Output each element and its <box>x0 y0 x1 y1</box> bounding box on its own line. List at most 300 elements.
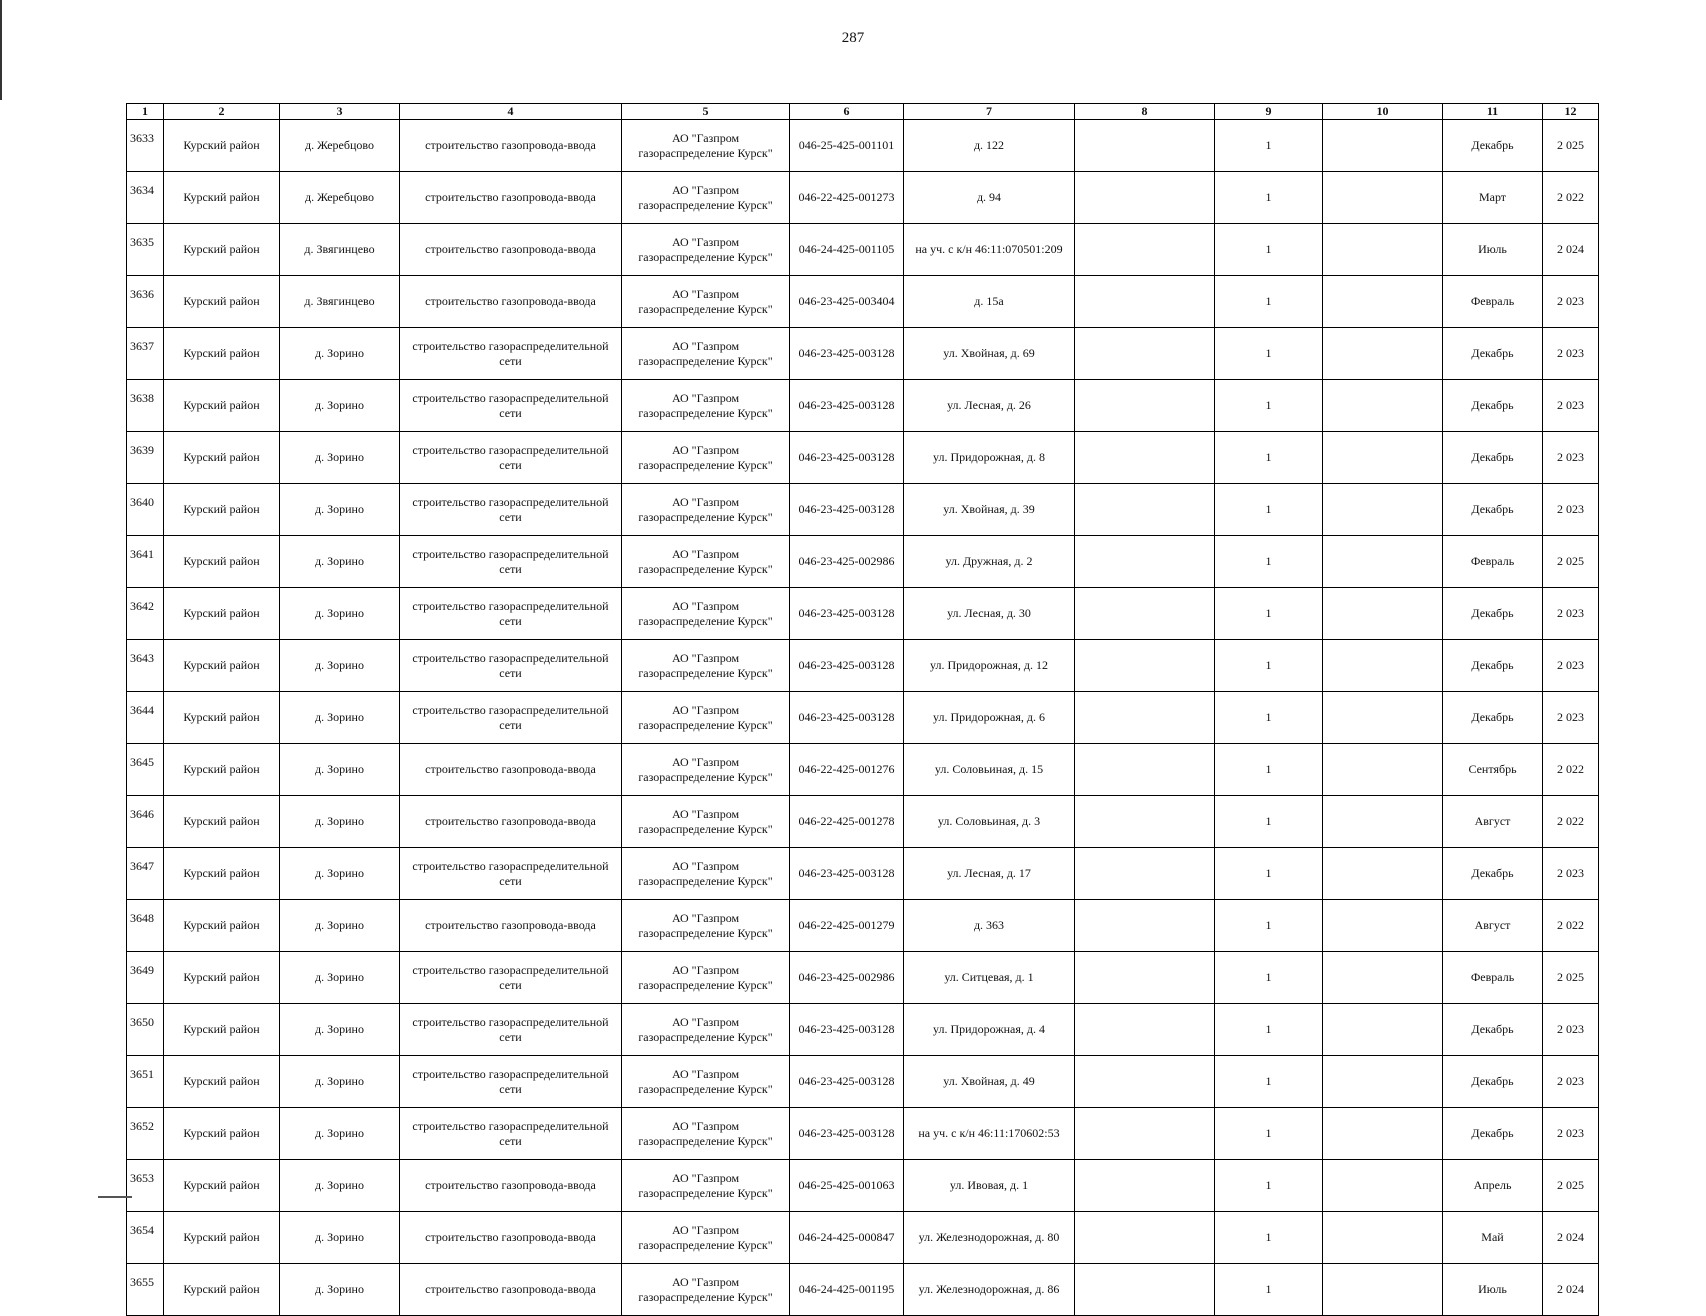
cell-address: ул. Придорожная, д. 12 <box>904 640 1075 692</box>
cell-col-8 <box>1075 796 1215 848</box>
cell-district: Курский район <box>164 796 280 848</box>
cell-settlement: д. Зорино <box>280 588 400 640</box>
cell-row-number: 3634 <box>127 172 164 224</box>
cell-work-type: строительство газораспределительной сети <box>400 328 622 380</box>
cell-col-8 <box>1075 224 1215 276</box>
cell-row-number: 3641 <box>127 536 164 588</box>
cell-work-type: строительство газораспределительной сети <box>400 380 622 432</box>
table-row <box>127 536 1599 588</box>
cell-row-number: 3636 <box>127 276 164 328</box>
cell-col-10 <box>1323 1108 1443 1160</box>
cell-district: Курский район <box>164 900 280 952</box>
cell-work-type: строительство газораспределительной сети <box>400 1108 622 1160</box>
cell-month: Декабрь <box>1443 692 1543 744</box>
cell-year: 2 023 <box>1543 328 1599 380</box>
cell-district: Курский район <box>164 1108 280 1160</box>
cell-settlement: д. Зорино <box>280 796 400 848</box>
cell-work-type: строительство газораспределительной сети <box>400 588 622 640</box>
cell-row-number: 3655 <box>127 1264 164 1316</box>
table-row <box>127 796 1599 848</box>
cell-district: Курский район <box>164 744 280 796</box>
cell-work-type: строительство газопровода-ввода <box>400 900 622 952</box>
cell-row-number: 3646 <box>127 796 164 848</box>
column-header-5: 5 <box>622 104 790 120</box>
cell-work-type: строительство газопровода-ввода <box>400 120 622 172</box>
cell-col-10 <box>1323 1160 1443 1212</box>
cell-year: 2 023 <box>1543 848 1599 900</box>
cell-col-8 <box>1075 536 1215 588</box>
cell-work-type: строительство газопровода-ввода <box>400 796 622 848</box>
cell-address: ул. Хвойная, д. 69 <box>904 328 1075 380</box>
cell-district: Курский район <box>164 536 280 588</box>
cell-address: ул. Придорожная, д. 8 <box>904 432 1075 484</box>
cell-address: ул. Лесная, д. 30 <box>904 588 1075 640</box>
cell-month: Декабрь <box>1443 328 1543 380</box>
cell-settlement: д. Жеребцово <box>280 172 400 224</box>
cell-organization: АО "Газпром газораспределение Курск" <box>622 380 790 432</box>
cell-object-code: 046-24-425-001105 <box>790 224 904 276</box>
cell-address: ул. Ситцевая, д. 1 <box>904 952 1075 1004</box>
cell-settlement: д. Зорино <box>280 640 400 692</box>
cell-col-10 <box>1323 1004 1443 1056</box>
page-number: 287 <box>841 30 865 46</box>
table-row <box>127 1056 1599 1108</box>
cell-quantity: 1 <box>1215 1264 1323 1316</box>
cell-work-type: строительство газораспределительной сети <box>400 1004 622 1056</box>
column-header-1: 1 <box>127 104 164 120</box>
cell-district: Курский район <box>164 1004 280 1056</box>
cell-quantity: 1 <box>1215 484 1323 536</box>
cell-object-code: 046-23-425-003128 <box>790 1056 904 1108</box>
cell-col-10 <box>1323 536 1443 588</box>
column-header-12: 12 <box>1543 104 1599 120</box>
column-header-3: 3 <box>280 104 400 120</box>
cell-address: ул. Хвойная, д. 49 <box>904 1056 1075 1108</box>
cell-month: Декабрь <box>1443 484 1543 536</box>
cell-organization: АО "Газпром газораспределение Курск" <box>622 1264 790 1316</box>
cell-year: 2 023 <box>1543 276 1599 328</box>
cell-quantity: 1 <box>1215 1212 1323 1264</box>
cell-col-8 <box>1075 744 1215 796</box>
cell-work-type: строительство газораспределительной сети <box>400 536 622 588</box>
cell-district: Курский район <box>164 848 280 900</box>
cell-organization: АО "Газпром газораспределение Курск" <box>622 432 790 484</box>
cell-col-8 <box>1075 380 1215 432</box>
cell-object-code: 046-23-425-003128 <box>790 848 904 900</box>
cell-work-type: строительство газораспределительной сети <box>400 640 622 692</box>
cell-col-8 <box>1075 1212 1215 1264</box>
registry-table <box>126 103 1599 1316</box>
cell-col-8 <box>1075 328 1215 380</box>
column-header-9: 9 <box>1215 104 1323 120</box>
cell-organization: АО "Газпром газораспределение Курск" <box>622 224 790 276</box>
cell-row-number: 3644 <box>127 692 164 744</box>
cell-year: 2 023 <box>1543 692 1599 744</box>
cell-month: Апрель <box>1443 1160 1543 1212</box>
cell-year: 2 022 <box>1543 796 1599 848</box>
cell-object-code: 046-25-425-001063 <box>790 1160 904 1212</box>
cell-object-code: 046-22-425-001279 <box>790 900 904 952</box>
cell-district: Курский район <box>164 1264 280 1316</box>
cell-year: 2 023 <box>1543 1056 1599 1108</box>
cell-address: ул. Придорожная, д. 4 <box>904 1004 1075 1056</box>
cell-work-type: строительство газораспределительной сети <box>400 692 622 744</box>
cell-year: 2 023 <box>1543 380 1599 432</box>
cell-work-type: строительство газораспределительной сети <box>400 848 622 900</box>
cell-year: 2 022 <box>1543 744 1599 796</box>
cell-col-10 <box>1323 692 1443 744</box>
cell-settlement: д. Зорино <box>280 1056 400 1108</box>
cell-quantity: 1 <box>1215 848 1323 900</box>
cell-organization: АО "Газпром газораспределение Курск" <box>622 900 790 952</box>
cell-district: Курский район <box>164 120 280 172</box>
cell-col-10 <box>1323 276 1443 328</box>
cell-organization: АО "Газпром газораспределение Курск" <box>622 328 790 380</box>
cell-month: Август <box>1443 796 1543 848</box>
cell-row-number: 3637 <box>127 328 164 380</box>
table-row <box>127 640 1599 692</box>
cell-object-code: 046-23-425-003128 <box>790 640 904 692</box>
cell-address: ул. Соловьиная, д. 15 <box>904 744 1075 796</box>
cell-organization: АО "Газпром газораспределение Курск" <box>622 848 790 900</box>
cell-year: 2 024 <box>1543 1264 1599 1316</box>
cell-quantity: 1 <box>1215 328 1323 380</box>
cell-object-code: 046-23-425-003128 <box>790 432 904 484</box>
cell-row-number: 3645 <box>127 744 164 796</box>
cell-object-code: 046-22-425-001276 <box>790 744 904 796</box>
cell-quantity: 1 <box>1215 952 1323 1004</box>
cell-work-type: строительство газопровода-ввода <box>400 1160 622 1212</box>
cell-month: Декабрь <box>1443 432 1543 484</box>
cell-year: 2 023 <box>1543 1004 1599 1056</box>
cell-address: д. 122 <box>904 120 1075 172</box>
cell-month: Февраль <box>1443 952 1543 1004</box>
column-header-11: 11 <box>1443 104 1543 120</box>
cell-district: Курский район <box>164 588 280 640</box>
cell-col-10 <box>1323 328 1443 380</box>
cell-district: Курский район <box>164 952 280 1004</box>
cell-year: 2 022 <box>1543 900 1599 952</box>
cell-district: Курский район <box>164 484 280 536</box>
footer-mark <box>98 1196 132 1198</box>
cell-settlement: д. Жеребцово <box>280 120 400 172</box>
cell-organization: АО "Газпром газораспределение Курск" <box>622 1108 790 1160</box>
cell-work-type: строительство газопровода-ввода <box>400 224 622 276</box>
cell-month: Июль <box>1443 1264 1543 1316</box>
cell-quantity: 1 <box>1215 1004 1323 1056</box>
cell-organization: АО "Газпром газораспределение Курск" <box>622 1056 790 1108</box>
cell-organization: АО "Газпром газораспределение Курск" <box>622 744 790 796</box>
cell-col-10 <box>1323 224 1443 276</box>
cell-col-8 <box>1075 120 1215 172</box>
cell-settlement: д. Зорино <box>280 1004 400 1056</box>
cell-object-code: 046-23-425-003128 <box>790 692 904 744</box>
cell-address: ул. Придорожная, д. 6 <box>904 692 1075 744</box>
cell-address: на уч. с к/н 46:11:070501:209 <box>904 224 1075 276</box>
cell-organization: АО "Газпром газораспределение Курск" <box>622 172 790 224</box>
cell-object-code: 046-23-425-003404 <box>790 276 904 328</box>
cell-object-code: 046-23-425-002986 <box>790 536 904 588</box>
cell-district: Курский район <box>164 380 280 432</box>
cell-row-number: 3642 <box>127 588 164 640</box>
cell-col-8 <box>1075 900 1215 952</box>
cell-district: Курский район <box>164 172 280 224</box>
cell-month: Март <box>1443 172 1543 224</box>
cell-work-type: строительство газопровода-ввода <box>400 1212 622 1264</box>
table-row <box>127 952 1599 1004</box>
cell-month: Декабрь <box>1443 1056 1543 1108</box>
table-row <box>127 328 1599 380</box>
cell-col-10 <box>1323 848 1443 900</box>
cell-district: Курский район <box>164 692 280 744</box>
cell-district: Курский район <box>164 1212 280 1264</box>
cell-settlement: д. Зорино <box>280 952 400 1004</box>
cell-quantity: 1 <box>1215 744 1323 796</box>
cell-settlement: д. Зорино <box>280 380 400 432</box>
cell-object-code: 046-23-425-002986 <box>790 952 904 1004</box>
cell-quantity: 1 <box>1215 224 1323 276</box>
cell-settlement: д. Зорино <box>280 1108 400 1160</box>
cell-col-10 <box>1323 640 1443 692</box>
column-header-6: 6 <box>790 104 904 120</box>
cell-settlement: д. Зорино <box>280 848 400 900</box>
cell-col-10 <box>1323 1056 1443 1108</box>
cell-month: Июль <box>1443 224 1543 276</box>
cell-organization: АО "Газпром газораспределение Курск" <box>622 640 790 692</box>
cell-object-code: 046-22-425-001273 <box>790 172 904 224</box>
cell-year: 2 025 <box>1543 952 1599 1004</box>
cell-organization: АО "Газпром газораспределение Курск" <box>622 952 790 1004</box>
cell-quantity: 1 <box>1215 692 1323 744</box>
cell-col-10 <box>1323 952 1443 1004</box>
cell-settlement: д. Зорино <box>280 328 400 380</box>
cell-object-code: 046-23-425-003128 <box>790 328 904 380</box>
cell-object-code: 046-23-425-003128 <box>790 1004 904 1056</box>
cell-col-10 <box>1323 588 1443 640</box>
column-header-2: 2 <box>164 104 280 120</box>
cell-district: Курский район <box>164 276 280 328</box>
cell-address: ул. Дружная, д. 2 <box>904 536 1075 588</box>
cell-work-type: строительство газораспределительной сети <box>400 432 622 484</box>
cell-organization: АО "Газпром газораспределение Курск" <box>622 1004 790 1056</box>
cell-work-type: строительство газопровода-ввода <box>400 1264 622 1316</box>
cell-address: ул. Железнодорожная, д. 86 <box>904 1264 1075 1316</box>
cell-organization: АО "Газпром газораспределение Курск" <box>622 536 790 588</box>
table-row <box>127 380 1599 432</box>
cell-work-type: строительство газораспределительной сети <box>400 484 622 536</box>
table-row <box>127 1264 1599 1316</box>
cell-address: ул. Хвойная, д. 39 <box>904 484 1075 536</box>
table-row <box>127 1212 1599 1264</box>
column-header-8: 8 <box>1075 104 1215 120</box>
table-row <box>127 692 1599 744</box>
cell-year: 2 022 <box>1543 172 1599 224</box>
cell-month: Май <box>1443 1212 1543 1264</box>
cell-col-8 <box>1075 1160 1215 1212</box>
cell-year: 2 025 <box>1543 536 1599 588</box>
table-row <box>127 432 1599 484</box>
cell-district: Курский район <box>164 432 280 484</box>
cell-quantity: 1 <box>1215 900 1323 952</box>
cell-month: Декабрь <box>1443 1108 1543 1160</box>
cell-quantity: 1 <box>1215 536 1323 588</box>
cell-col-8 <box>1075 1056 1215 1108</box>
cell-row-number: 3638 <box>127 380 164 432</box>
cell-col-8 <box>1075 276 1215 328</box>
cell-address: д. 94 <box>904 172 1075 224</box>
cell-address: ул. Ивовая, д. 1 <box>904 1160 1075 1212</box>
cell-work-type: строительство газопровода-ввода <box>400 172 622 224</box>
cell-work-type: строительство газораспределительной сети <box>400 952 622 1004</box>
cell-month: Август <box>1443 900 1543 952</box>
cell-organization: АО "Газпром газораспределение Курск" <box>622 588 790 640</box>
cell-quantity: 1 <box>1215 588 1323 640</box>
cell-district: Курский район <box>164 1160 280 1212</box>
cell-row-number: 3653 <box>127 1160 164 1212</box>
cell-year: 2 025 <box>1543 120 1599 172</box>
cell-col-10 <box>1323 432 1443 484</box>
cell-work-type: строительство газопровода-ввода <box>400 276 622 328</box>
cell-col-10 <box>1323 172 1443 224</box>
cell-address: ул. Соловьиная, д. 3 <box>904 796 1075 848</box>
column-header-10: 10 <box>1323 104 1443 120</box>
cell-settlement: д. Зорино <box>280 536 400 588</box>
cell-address: д. 363 <box>904 900 1075 952</box>
cell-organization: АО "Газпром газораспределение Курск" <box>622 484 790 536</box>
cell-organization: АО "Газпром газораспределение Курск" <box>622 1212 790 1264</box>
cell-year: 2 023 <box>1543 484 1599 536</box>
table-row <box>127 1108 1599 1160</box>
cell-district: Курский район <box>164 1056 280 1108</box>
cell-col-10 <box>1323 1212 1443 1264</box>
cell-settlement: д. Зорино <box>280 692 400 744</box>
table-row <box>127 744 1599 796</box>
cell-col-10 <box>1323 380 1443 432</box>
cell-col-8 <box>1075 952 1215 1004</box>
cell-settlement: д. Звягинцево <box>280 224 400 276</box>
cell-address: ул. Железнодорожная, д. 80 <box>904 1212 1075 1264</box>
table-row <box>127 1160 1599 1212</box>
table-row <box>127 588 1599 640</box>
cell-col-10 <box>1323 796 1443 848</box>
cell-col-10 <box>1323 484 1443 536</box>
table-body <box>127 120 1599 1316</box>
table-row <box>127 900 1599 952</box>
cell-col-8 <box>1075 172 1215 224</box>
cell-month: Декабрь <box>1443 848 1543 900</box>
cell-col-10 <box>1323 900 1443 952</box>
cell-row-number: 3648 <box>127 900 164 952</box>
cell-col-8 <box>1075 1108 1215 1160</box>
cell-quantity: 1 <box>1215 172 1323 224</box>
cell-work-type: строительство газораспределительной сети <box>400 1056 622 1108</box>
cell-organization: АО "Газпром газораспределение Курск" <box>622 120 790 172</box>
cell-col-10 <box>1323 1264 1443 1316</box>
table-row <box>127 848 1599 900</box>
cell-year: 2 023 <box>1543 1108 1599 1160</box>
cell-row-number: 3647 <box>127 848 164 900</box>
cell-month: Декабрь <box>1443 380 1543 432</box>
cell-address: ул. Лесная, д. 17 <box>904 848 1075 900</box>
table-row <box>127 484 1599 536</box>
cell-month: Сентябрь <box>1443 744 1543 796</box>
cell-row-number: 3652 <box>127 1108 164 1160</box>
cell-quantity: 1 <box>1215 276 1323 328</box>
cell-col-8 <box>1075 848 1215 900</box>
cell-month: Февраль <box>1443 276 1543 328</box>
cell-address: на уч. с к/н 46:11:170602:53 <box>904 1108 1075 1160</box>
cell-row-number: 3635 <box>127 224 164 276</box>
cell-col-8 <box>1075 588 1215 640</box>
cell-col-10 <box>1323 120 1443 172</box>
cell-settlement: д. Зорино <box>280 744 400 796</box>
cell-row-number: 3643 <box>127 640 164 692</box>
cell-month: Декабрь <box>1443 1004 1543 1056</box>
cell-year: 2 023 <box>1543 588 1599 640</box>
cell-quantity: 1 <box>1215 1108 1323 1160</box>
column-header-4: 4 <box>400 104 622 120</box>
cell-month: Декабрь <box>1443 640 1543 692</box>
cell-quantity: 1 <box>1215 796 1323 848</box>
cell-settlement: д. Зорино <box>280 432 400 484</box>
cell-settlement: д. Зорино <box>280 1160 400 1212</box>
cell-quantity: 1 <box>1215 432 1323 484</box>
cell-district: Курский район <box>164 224 280 276</box>
cell-row-number: 3639 <box>127 432 164 484</box>
cell-object-code: 046-22-425-001278 <box>790 796 904 848</box>
cell-col-8 <box>1075 1264 1215 1316</box>
cell-row-number: 3654 <box>127 1212 164 1264</box>
column-header-7: 7 <box>904 104 1075 120</box>
cell-row-number: 3640 <box>127 484 164 536</box>
cell-object-code: 046-24-425-001195 <box>790 1264 904 1316</box>
cell-year: 2 024 <box>1543 224 1599 276</box>
cell-organization: АО "Газпром газораспределение Курск" <box>622 692 790 744</box>
cell-col-10 <box>1323 744 1443 796</box>
cell-district: Курский район <box>164 328 280 380</box>
cell-col-8 <box>1075 692 1215 744</box>
cell-object-code: 046-23-425-003128 <box>790 588 904 640</box>
cell-object-code: 046-25-425-001101 <box>790 120 904 172</box>
table-row <box>127 276 1599 328</box>
cell-row-number: 3633 <box>127 120 164 172</box>
table-row <box>127 172 1599 224</box>
table-row <box>127 120 1599 172</box>
cell-row-number: 3649 <box>127 952 164 1004</box>
cell-object-code: 046-23-425-003128 <box>790 484 904 536</box>
scan-edge-mark <box>0 0 2 100</box>
cell-settlement: д. Зорино <box>280 1212 400 1264</box>
cell-settlement: д. Зорино <box>280 1264 400 1316</box>
cell-quantity: 1 <box>1215 1056 1323 1108</box>
cell-month: Декабрь <box>1443 120 1543 172</box>
cell-work-type: строительство газопровода-ввода <box>400 744 622 796</box>
cell-object-code: 046-23-425-003128 <box>790 380 904 432</box>
cell-address: ул. Лесная, д. 26 <box>904 380 1075 432</box>
cell-object-code: 046-24-425-000847 <box>790 1212 904 1264</box>
cell-settlement: д. Зорино <box>280 484 400 536</box>
cell-col-8 <box>1075 484 1215 536</box>
cell-object-code: 046-23-425-003128 <box>790 1108 904 1160</box>
table-row <box>127 224 1599 276</box>
cell-settlement: д. Зорино <box>280 900 400 952</box>
cell-quantity: 1 <box>1215 640 1323 692</box>
cell-month: Декабрь <box>1443 588 1543 640</box>
cell-quantity: 1 <box>1215 1160 1323 1212</box>
cell-quantity: 1 <box>1215 120 1323 172</box>
cell-organization: АО "Газпром газораспределение Курск" <box>622 796 790 848</box>
table-row <box>127 1004 1599 1056</box>
